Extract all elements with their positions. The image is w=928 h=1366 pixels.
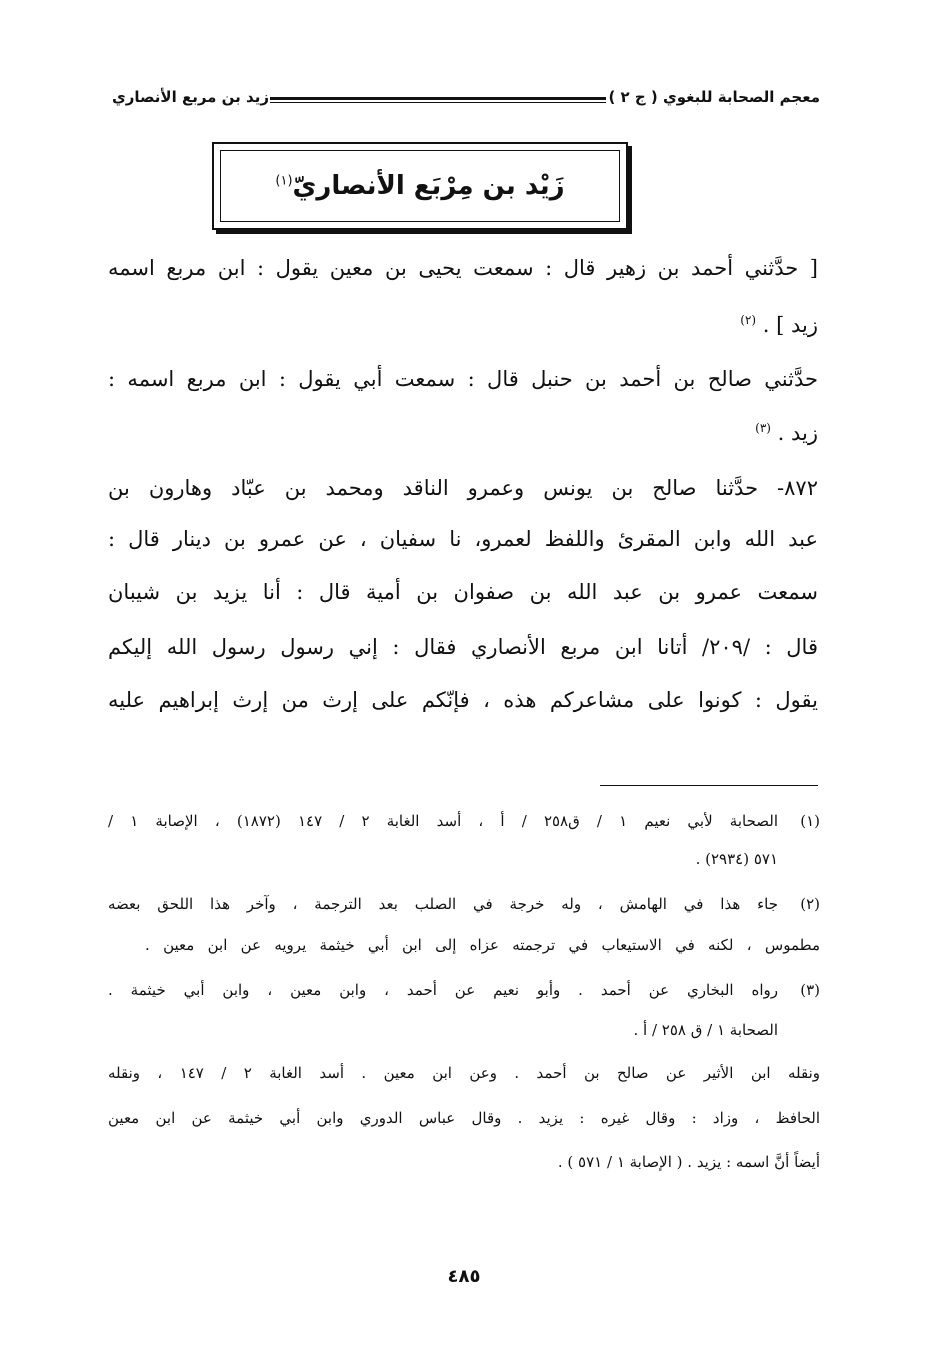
body-line: سمعت عمرو بن عبد الله بن صفوان بن أمية قال : أنا يزيد بن شيبان [108, 580, 818, 604]
body-line: [ حدَّثني أحمد بن زهير قال : سمعت يحيى بن معين يقول : ابن مربع اسمه [108, 256, 818, 280]
body-line-text: زيد . [777, 421, 818, 445]
footnote-line: مطموس ، لكنه في الاستيعاب في ترجمته عزاه إلى ابن أبي خيثمة يرويه عن ابن معين . [145, 936, 820, 954]
footnote-line: رواه البخاري عن أحمد . وأبو نعيم عن أحمد ، وابن معين ، وابن أبي خيثمة . [108, 981, 778, 999]
header-rule [270, 97, 606, 103]
page-number: ٤٨٥ [447, 1266, 481, 1287]
entry-title-box [212, 142, 628, 230]
footnote-ref: (٣) [755, 421, 771, 435]
footnote-line: جاء هذا في الهامش ، وله خرجة في الصلب بعد الترجمة ، وآخر هذا اللحق بعضه [108, 895, 778, 913]
body-line: ٨٧٢- حدَّثنا صالح بن يونس وعمرو الناقد ومحمد بن عبّاد وهارون بن [108, 476, 818, 500]
footnote-number: (٢) [800, 895, 820, 913]
running-header-book-title: معجم الصحابة للبغوي ( ج ٢ ) [608, 88, 820, 106]
body-line: قال : /٢٠٩/ أتانا ابن مربع الأنصاري فقال : إني رسول رسول الله إليكم [108, 635, 818, 659]
body-line [740, 314, 818, 336]
body-line: حدَّثني صالح بن أحمد بن حنبل قال : سمعت أبي يقول : ابن مربع اسمه : [108, 367, 818, 391]
entry-title-text: زَيْد بن مِرْبَع الأنصاريّ [292, 171, 565, 201]
footnote-separator [600, 785, 818, 786]
footnote-line: الصحابة ١ / ق ٢٥٨ / أ . [633, 1021, 778, 1039]
footnote-number: (١) [800, 812, 820, 830]
body-line [755, 422, 818, 444]
footnote-line: الحافظ ، وزاد : وقال غيره : يزيد . وقال عباس الدوري وابن أبي خيثمة عن ابن معين [108, 1109, 820, 1127]
footnote-line: ونقله ابن الأثير عن صالح بن أحمد . وعن ابن معين . أسد الغابة ٢ / ١٤٧ ، ونقله [108, 1064, 820, 1082]
footnote-line: ٥٧١ (٢٩٣٤) . [695, 850, 778, 868]
footnote-ref: (٢) [740, 313, 757, 327]
footnote-line: أيضاً أنَّ اسمه : يزيد . ( الإصابة ١ / ٥٧١ ) . [557, 1153, 820, 1171]
entry-title [275, 171, 564, 201]
body-line: يقول : كونوا على مشاعركم هذه ، فإنّكم على إرث من إرث إبراهيم عليه [108, 688, 818, 712]
footnote-number: (٣) [800, 981, 820, 999]
entry-title-frame [220, 150, 620, 222]
body-line-text: زيد ] . [762, 313, 818, 337]
running-header-entry-name: زيد بن مربع الأنصاري [112, 88, 269, 106]
body-line: عبد الله وابن المقرئ واللفظ لعمرو، نا سفيان ، عن عمرو بن دينار قال : [108, 527, 818, 551]
footnote-line: الصحابة لأبي نعيم ١ / ق٢٥٨ / أ ، أسد الغابة ٢ / ١٤٧ (١٨٧٢) ، الإصابة ١ / [108, 812, 779, 830]
title-footnote-ref: (١) [275, 173, 293, 189]
